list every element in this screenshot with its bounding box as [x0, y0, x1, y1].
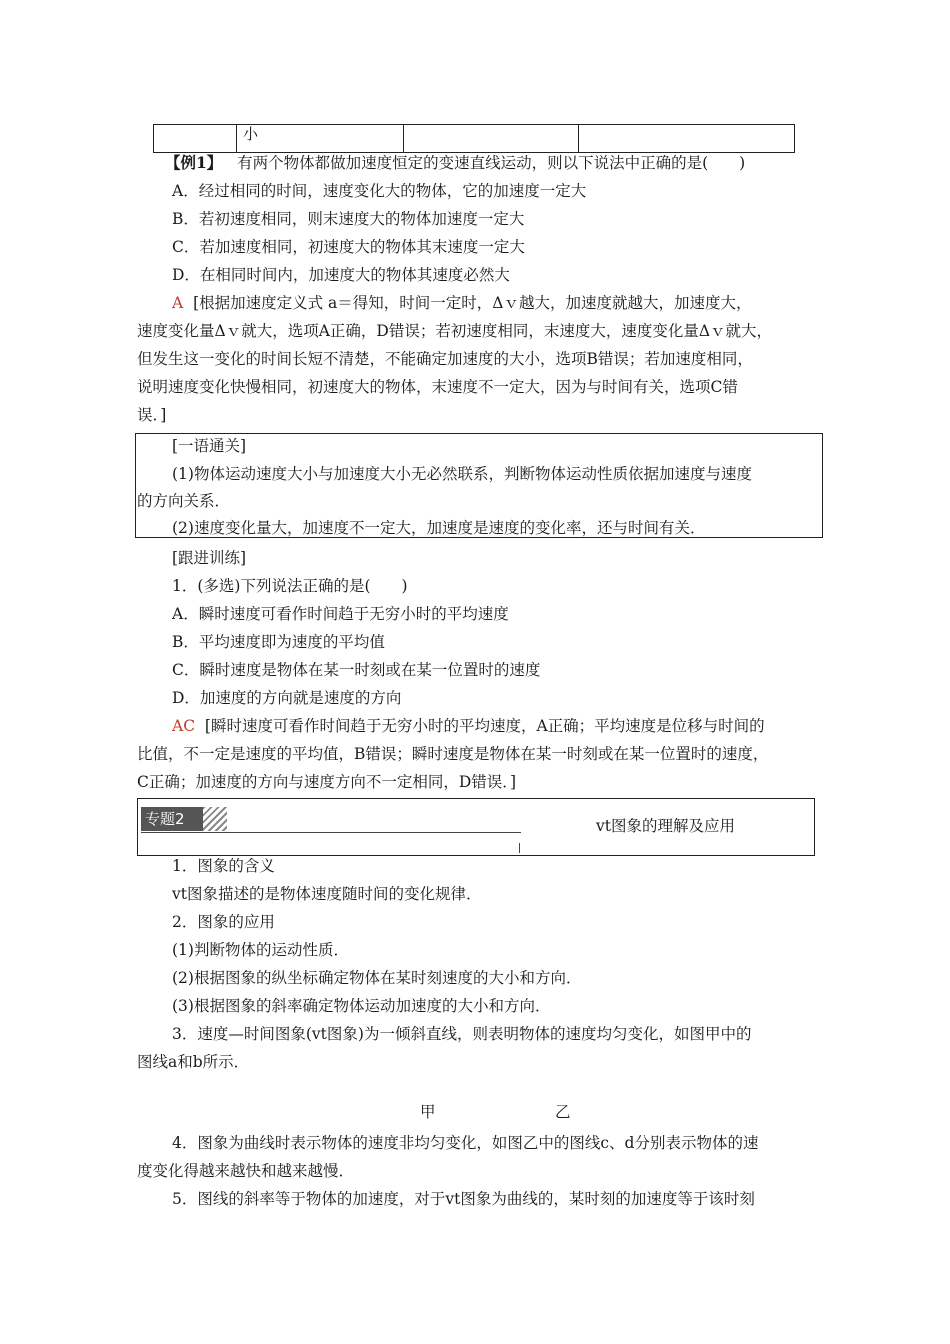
- explanation-line: 但发生这一变化的时间长短不清楚，不能确定加速度的大小，选项B错误；若加速度相同，: [137, 350, 753, 368]
- body-line: 2．图象的应用: [172, 913, 275, 931]
- explanation-text: [根据加速度定义式 a＝得知，时间一定时，Δｖ越大，加速度就越大，加速度大，: [193, 294, 752, 312]
- example-question: 有两个物体都做加速度恒定的变速直线运动，则以下说法中正确的是( ): [237, 154, 746, 172]
- body-line: vt图象描述的是物体速度随时间的变化规律．: [172, 885, 482, 903]
- practice-option-a: A．瞬时速度可看作时间趋于无穷小时的平均速度: [172, 605, 509, 623]
- topic-title: vt图象的理解及应用: [596, 817, 735, 835]
- practice-option-b: B．平均速度即为速度的平均值: [172, 633, 385, 651]
- practice-answer: AC: [172, 717, 196, 735]
- explanation-line: 速度变化量Δｖ就大，选项A正确，D错误；若初速度相同，末速度大，速度变化量Δｖ就大，: [137, 322, 773, 340]
- body-line: 4．图象为曲线时表示物体的速度非均匀变化，如图乙中的图线c、d分别表示物体的速: [172, 1134, 759, 1152]
- explanation-line: [172, 293, 751, 313]
- practice-explanation-line: [172, 716, 765, 736]
- practice-question: 1．(多选)下列说法正确的是( ): [172, 577, 408, 595]
- example-line: [165, 153, 745, 173]
- topic-tag: 专题2: [141, 807, 203, 831]
- top-table: [153, 124, 795, 153]
- option-b: B．若初速度相同，则末速度大的物体加速度一定大: [172, 210, 525, 228]
- body-line: 3．速度—时间图象(vt图象)为一倾斜直线，则表明物体的速度均匀变化，如图甲中的: [172, 1025, 752, 1043]
- table-cell: [579, 125, 795, 153]
- table-cell: 小: [237, 125, 404, 153]
- figure-label-yi: 乙: [555, 1103, 571, 1121]
- summary-title: [一语通关]: [172, 437, 247, 455]
- option-a: A．经过相同的时间，速度变化大的物体，它的加速度一定大: [172, 182, 587, 200]
- body-line: (1)判断物体的运动性质．: [172, 941, 349, 959]
- body-line: 1．图象的含义: [172, 857, 275, 875]
- body-line: (2)根据图象的纵坐标确定物体在某时刻速度的大小和方向．: [172, 969, 582, 987]
- explanation-line: 误．]: [137, 406, 167, 424]
- body-line: 度变化得越来越快和越来越慢．: [137, 1162, 355, 1180]
- summary-line: 的方向关系．: [137, 492, 231, 510]
- figure-label-jia: 甲: [420, 1103, 436, 1121]
- practice-option-c: C．瞬时速度是物体在某一时刻或在某一位置时的速度: [172, 661, 541, 679]
- table-cell: [404, 125, 579, 153]
- explanation-line: 说明速度变化快慢相同，初速度大的物体，末速度不一定大，因为与时间有关，选项C错: [137, 378, 738, 396]
- practice-explanation-text: [瞬时速度可看作时间趋于无穷小时的平均速度，A正确；平均速度是位移与时间的: [204, 717, 765, 735]
- summary-line: (1)物体运动速度大小与加速度大小无必然联系，判断物体运动性质依据加速度与速度: [172, 465, 752, 483]
- summary-line: (2)速度变化量大，加速度不一定大，加速度是速度的变化率，还与时间有关．: [172, 519, 706, 537]
- body-line: (3)根据图象的斜率确定物体运动加速度的大小和方向．: [172, 997, 551, 1015]
- practice-explanation-line: C正确；加速度的方向与速度方向不一定相同，D错误．]: [137, 773, 517, 791]
- stripe-decoration: [203, 807, 227, 831]
- practice-title: [跟进训练]: [172, 549, 247, 567]
- topic-header: [137, 798, 815, 856]
- example-tag: 【例1】: [165, 153, 223, 172]
- practice-explanation-line: 比值，不一定是速度的平均值，B错误；瞬时速度是物体在某一时刻或在某一位置时的速度，: [137, 745, 769, 763]
- body-line: 图线a和b所示．: [137, 1053, 250, 1071]
- option-d: D．在相同时间内，加速度大的物体其速度必然大: [172, 266, 510, 284]
- table-cell: [154, 125, 237, 153]
- divider: [519, 843, 520, 853]
- answer: A: [172, 294, 184, 312]
- divider: [141, 832, 521, 833]
- body-line: 5．图线的斜率等于物体的加速度，对于vt图象为曲线的，某时刻的加速度等于该时刻: [172, 1190, 755, 1208]
- option-c: C．若加速度相同，初速度大的物体其末速度一定大: [172, 238, 525, 256]
- practice-option-d: D．加速度的方向就是速度的方向: [172, 689, 402, 707]
- table-row: [154, 125, 795, 153]
